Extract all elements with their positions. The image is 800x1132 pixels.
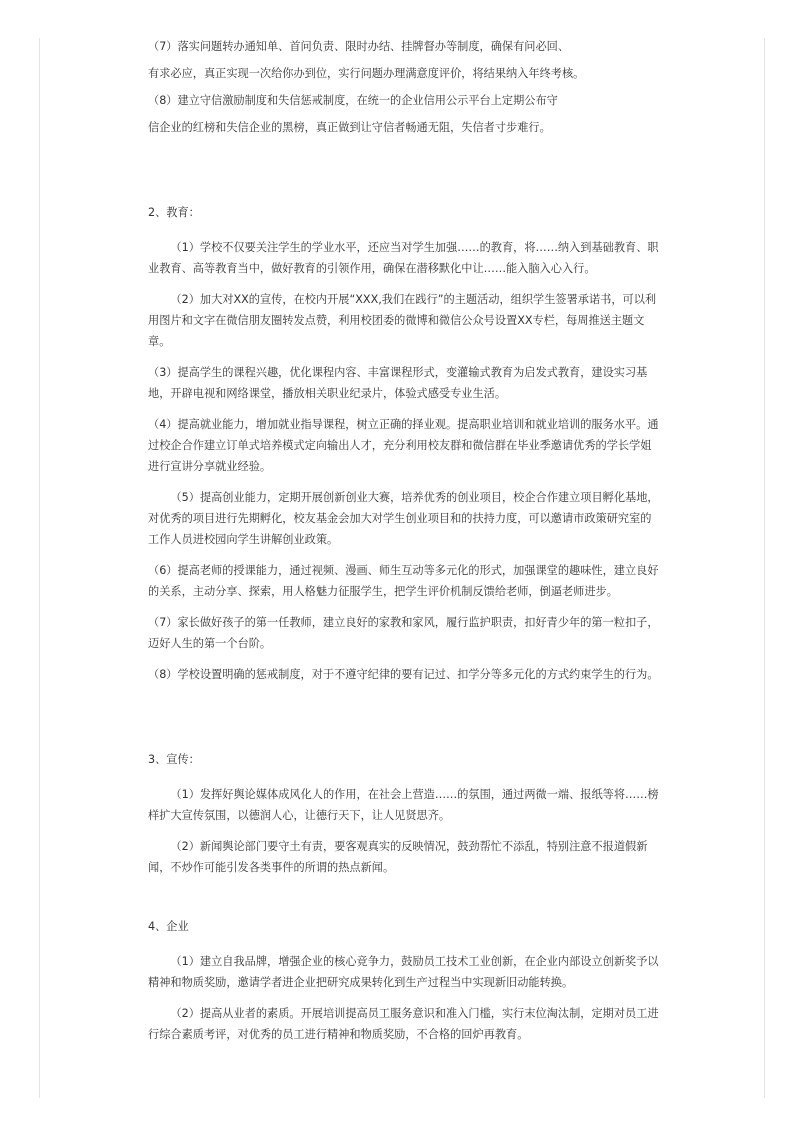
s2-item-3: （3）提高学生的课程兴趣，优化课程内容、丰富课程形式，变灌输式教育为启发式教育，建设实习基地，开辟电视和网络课堂，播放相关职业纪录片，体验式感受专业生活。 (148, 366, 648, 400)
s1-p8-line1: （8）建立守信激励制度和失信惩戒制度，在统一的企业信用公示平台上定期公布守 (148, 94, 558, 107)
page-border-left (39, 38, 40, 1098)
s2-item-5: （5）提高创业能力，定期开展创新创业大赛，培养优秀的创业项目，校企合作建立项目孵化基地，对优秀的项目进行先期孵化，校友基金会加大对学生创业项目和的扶持力度，可以邀请市政策研究室的工作人员进校园向学生讲解创业政策。 (148, 491, 659, 546)
s4-item-2: （2）提高从业者的素质。开展培训提高员工服务意识和准入门槛，实行末位淘汰制，定期对员工进行综合素质考评，对优秀的员工进行精神和物质奖励，不合格的回炉再教育。 (148, 1007, 659, 1041)
s2-item-8: （8）学校设置明确的惩戒制度，对于不遵守纪律的要有记过、扣学分等多元化的方式约束学生的行为。 (148, 668, 659, 681)
section-heading-education: 2、教育： (148, 206, 200, 219)
s4-item-1: （1）建立自我品牌，增强企业的核心竞争力，鼓励员工技术工业创新，在企业内部设立创新奖予以精神和物质奖励，邀请学者进企业把研究成果转化到生产过程当中实现新旧动能转换。 (148, 955, 659, 989)
section-heading-publicity: 3、宣传： (148, 753, 200, 766)
s1-p7-line1: （7）落实问题转办通知单、首问负责、限时办结、挂牌督办等制度，确保有问必回、 (148, 40, 570, 53)
s3-item-2: （2）新闻舆论部门要守土有责，要客观真实的反映情况，鼓劲帮忙不添乱，特别注意不报道假新闻，不炒作可能引发各类事件的所谓的热点新闻。 (148, 840, 648, 874)
s2-item-7: （7）家长做好孩子的第一任教师，建立良好的家教和家风，履行监护职责，扣好青少年的第一粒扣子，迈好人生的第一个台阶。 (148, 616, 659, 650)
s2-item-2: （2）加大对XX的宣传，在校内开展“XXX,我们在践行”的主题活动，组织学生签署承诺书，可以利用图片和文字在微信朋友圈转发点赞，利用校团委的微博和微信公众号设置XX专栏，每周推送主题文章。 (148, 293, 657, 348)
s2-item-1: （1）学校不仅要关注学生的学业水平，还应当对学生加强……的教育，将……纳入到基础教育、职业教育、高等教育当中，做好教育的引领作用，确保在潜移默化中让……能入脑入心入行。 (148, 241, 659, 275)
document-body (148, 36, 660, 1045)
s1-p8-line2: 信企业的红榜和失信企业的黑榜，真正做到让守信者畅通无阻，失信者寸步难行。 (148, 121, 551, 134)
s2-item-6: （6）提高老师的授课能力，通过视频、漫画、师生互动等多元化的形式，加强课堂的趣味性，建立良好的关系，主动分享、探索，用人格魅力征服学生，把学生评价机制反馈给老师，倒逼老师进步。 (148, 564, 659, 598)
s2-item-4: （4）提高就业能力，增加就业指导课程，树立正确的择业观。提高职业培训和就业培训的服务水平。通过校企合作建立订单式培养模式定向输出人才，充分利用校友群和微信群在毕业季邀请优秀的学长学姐进行宣讲分享就业经验。 (148, 418, 659, 473)
s3-item-1: （1）发挥好舆论媒体成风化人的作用，在社会上营造……的氛围，通过两微一端、报纸等将……榜样扩大宣传氛围，以德润人心，让德行天下，让人见贤思齐。 (148, 788, 659, 822)
s1-p7-line2: 有求必应，真正实现一次给你办到位，实行问题办理满意度评价，将结果纳入年终考核。 (148, 67, 585, 80)
page-border-right (764, 38, 765, 1098)
section-heading-enterprise: 4、企业 (148, 920, 189, 933)
